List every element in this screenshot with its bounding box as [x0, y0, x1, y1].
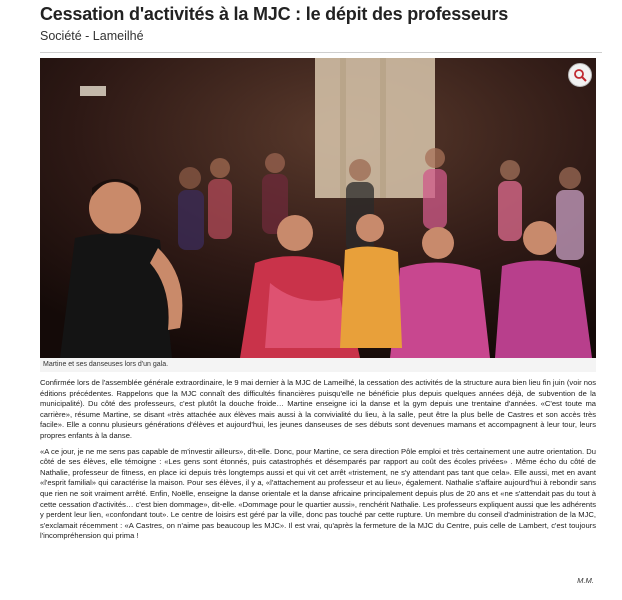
- author-signature: M.M.: [577, 576, 594, 585]
- divider: [40, 52, 602, 53]
- photo-caption: Martine et ses danseuses lors d'un gala.: [40, 358, 596, 372]
- rubric: Société - Lameilhé: [40, 29, 144, 43]
- article-paragraph: Confirmée lors de l'assemblée générale extraordinaire, le 9 mai dernier à la MJC de Lameilhé, la cessation des activités de la structure aura bien lieu fin juin (voir nos éditions précédentes. Rappelons que la MJC connaît des difficultés financières puisqu'elle ne bénéficie plus depuis quelques années déjà, de subvention de la municipalité). Du côté des professeurs, c'est plutôt la douche froide… Martine enseigne ici la danse et la gym depuis une trentaine d'années. «C'est toute ma carrière», résume Martine, se disant «très attachée aux élèves mais aussi à la convivialité du lieu, à la salle, peut être la plus belle de Castres et son accès très facile». Elle a connu plusieurs générations d'élèves et aujourd'hui, les jeunes danseuses de ses débuts sont devenues mamans et accompagnent à leur tour, leurs propres enfants à la danse.: [40, 378, 596, 440]
- photo-illustration: [40, 58, 596, 358]
- zoom-button[interactable]: [568, 63, 592, 87]
- article-paragraph: «A ce jour, je ne me sens pas capable de m'investir ailleurs», dit-elle. Donc, pour Martine, ce sera direction Pôle emploi et très certainement une autre orientation. Du côté de ses élèves, elle témoigne : «Les gens sont étonnés, puis catastrophés et désemparés par rapport au coût des écoles privées» . Même écho du côté de Nathalie, professeur de fitness, en place ici depuis très longtemps aussi et qui vit cet arrêt «tristement, ne s'y attendant pas tant que cela». Elle aussi, met en avant «l'esprit familial» qui caractérise la maison. Pour ses élèves, il y a, «l'attachement au professeur et au lieu», également. Nathalie s'affaire aujourd'hui à rebondir sans que rien ne soit vraiment arrêté. Enfin, Noëlle, enseigne la danse orientale et la danse africaine principalement depuis plus de 20 ans et «ne s'attendait pas du tout à cette cessation d'activités… c'est bien dommage», dit-elle. «Dommage pour le quartier aussi», renchérit Nathalie. Les professeurs expliquent aussi que les adhérents y perdent leur lien, «confondant tout». Le centre de loisirs est géré par la ville, donc pas touché par cette rupture. Un membre du conseil d'administration de la MJC, s'exclamait récemment : «A Castres, on n'aime pas beaucoup les MJC». Il est vrai, qu'après la fermeture de la MJC du Centre, puis celle de Lambert, c'est toujours l'incompréhension qui prima !: [40, 446, 596, 541]
- zoom-icon: [573, 68, 587, 82]
- article-photo[interactable]: [40, 58, 596, 358]
- article-body: [40, 378, 596, 547]
- headline: Cessation d'activités à la MJC : le dépit des professeurs: [40, 4, 509, 24]
